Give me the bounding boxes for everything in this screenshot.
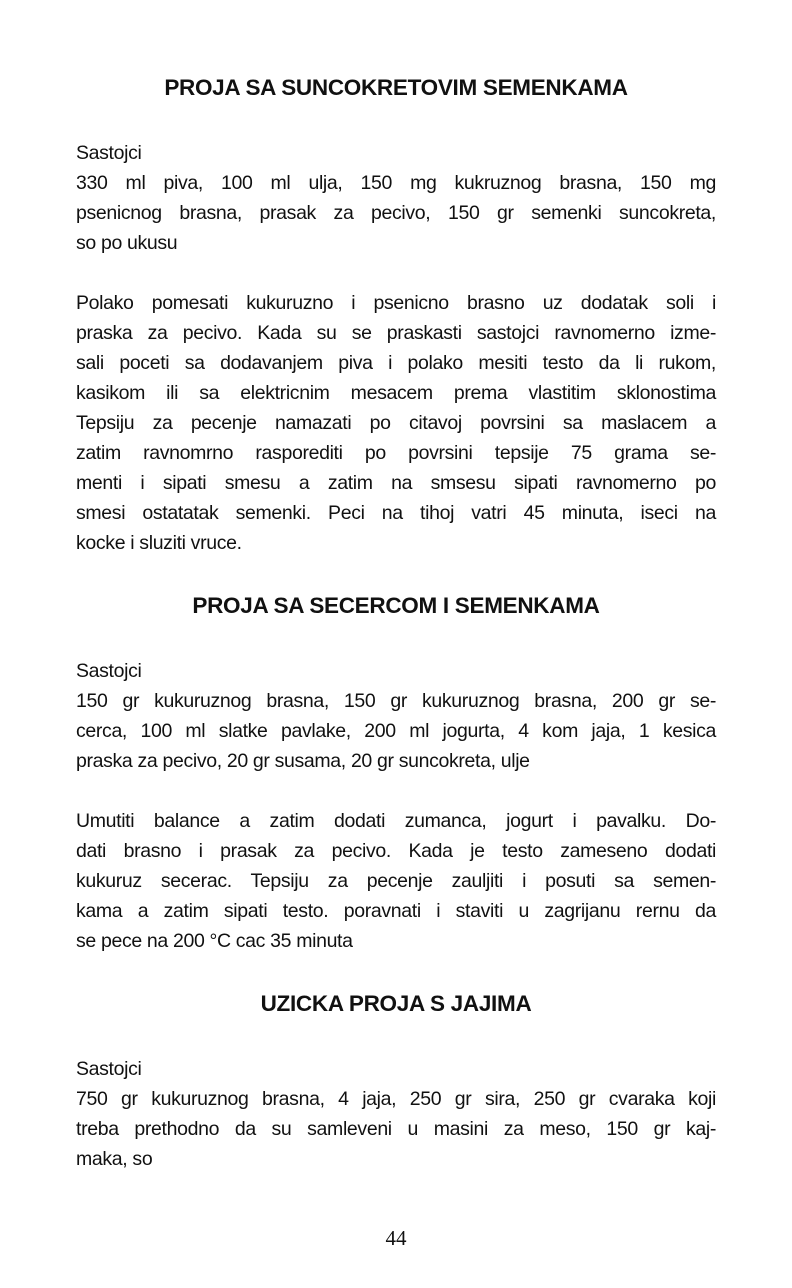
- page-number: 44: [385, 1226, 407, 1250]
- method-line: se pece na 200 °C cac 35 minuta: [76, 930, 353, 952]
- method-line: Polako pomesati kukuruzno i psenicno brasno uz dodatak soli i: [76, 292, 716, 314]
- ingredients-label: Sastojci: [76, 142, 142, 164]
- ingredients-line: cerca, 100 ml slatke pavlake, 200 ml jogurta, 4 kom jaja, 1 kesica: [76, 720, 716, 742]
- method-line: Tepsiju za pecenje namazati po citavoj povrsini sa maslacem a: [76, 412, 716, 434]
- method-line: dati brasno i prasak za pecivo. Kada je testo zameseno dodati: [76, 840, 716, 862]
- ingredients-line: 150 gr kukuruznog brasna, 150 gr kukuruznog brasna, 200 gr se-: [76, 690, 716, 712]
- recipe-section: [76, 70, 716, 588]
- method-line: kukuruz secerac. Tepsiju za pecenje zauljiti i posuti sa semen-: [76, 870, 716, 892]
- method-line: kocke i sluziti vruce.: [76, 532, 242, 554]
- ingredients-line: so po ukusu: [76, 232, 178, 254]
- spacer: [76, 956, 716, 986]
- spacer: [76, 1022, 716, 1054]
- spacer: [76, 106, 716, 138]
- ingredients-line: 750 gr kukuruznog brasna, 4 jaja, 250 gr sira, 250 gr cvaraka koji: [76, 1088, 716, 1110]
- method-line: Umutiti balance a zatim dodati zumanca, jogurt i pavalku. Do-: [76, 810, 716, 832]
- ingredients-line: psenicnog brasna, prasak za pecivo, 150 gr semenki suncokreta,: [76, 202, 716, 224]
- spacer: [76, 258, 716, 288]
- recipe-title: PROJA SA SUNCOKRETOVIM SEMENKAMA: [164, 75, 628, 100]
- spacer: [76, 776, 716, 806]
- spacer: [76, 624, 716, 656]
- recipe-title: PROJA SA SECERCOM I SEMENKAMA: [192, 593, 600, 618]
- page-content: [76, 70, 716, 1174]
- ingredients-label: Sastojci: [76, 1058, 142, 1080]
- ingredients-text: [76, 168, 716, 258]
- method-line: kama a zatim sipati testo. poravnati i staviti u zagrijanu rernu da: [76, 900, 716, 922]
- ingredients-line: praska za pecivo, 20 gr susama, 20 gr suncokreta, ulje: [76, 750, 530, 772]
- method-line: smesi ostatatak semenki. Peci na tihoj vatri 45 minuta, iseci na: [76, 502, 716, 524]
- spacer: [76, 558, 716, 588]
- method-line: zatim ravnomrno rasporediti po povrsini tepsije 75 grama se-: [76, 442, 716, 464]
- method-line: sali poceti sa dodavanjem piva i polako mesiti testo da li rukom,: [76, 352, 716, 374]
- method-line: menti i sipati smesu a zatim na smsesu sipati ravnomerno po: [76, 472, 716, 494]
- method-text: [76, 288, 716, 558]
- method-line: kasikom ili sa elektricnim mesacem prema vlastitim sklonostima: [76, 382, 716, 404]
- ingredients-line: maka, so: [76, 1148, 153, 1170]
- recipe-section: [76, 588, 716, 986]
- ingredients-text: [76, 686, 716, 776]
- method-line: praska za pecivo. Kada su se praskasti sastojci ravnomerno izme-: [76, 322, 716, 344]
- ingredients-line: 330 ml piva, 100 ml ulja, 150 mg kukruznog brasna, 150 mg: [76, 172, 716, 194]
- ingredients-text: [76, 1084, 716, 1174]
- recipe-section: [76, 986, 716, 1174]
- recipe-title: UZICKA PROJA S JAJIMA: [260, 991, 532, 1016]
- ingredients-label: Sastojci: [76, 660, 142, 682]
- method-text: [76, 806, 716, 956]
- ingredients-line: treba prethodno da su samleveni u masini za meso, 150 gr kaj-: [76, 1118, 716, 1140]
